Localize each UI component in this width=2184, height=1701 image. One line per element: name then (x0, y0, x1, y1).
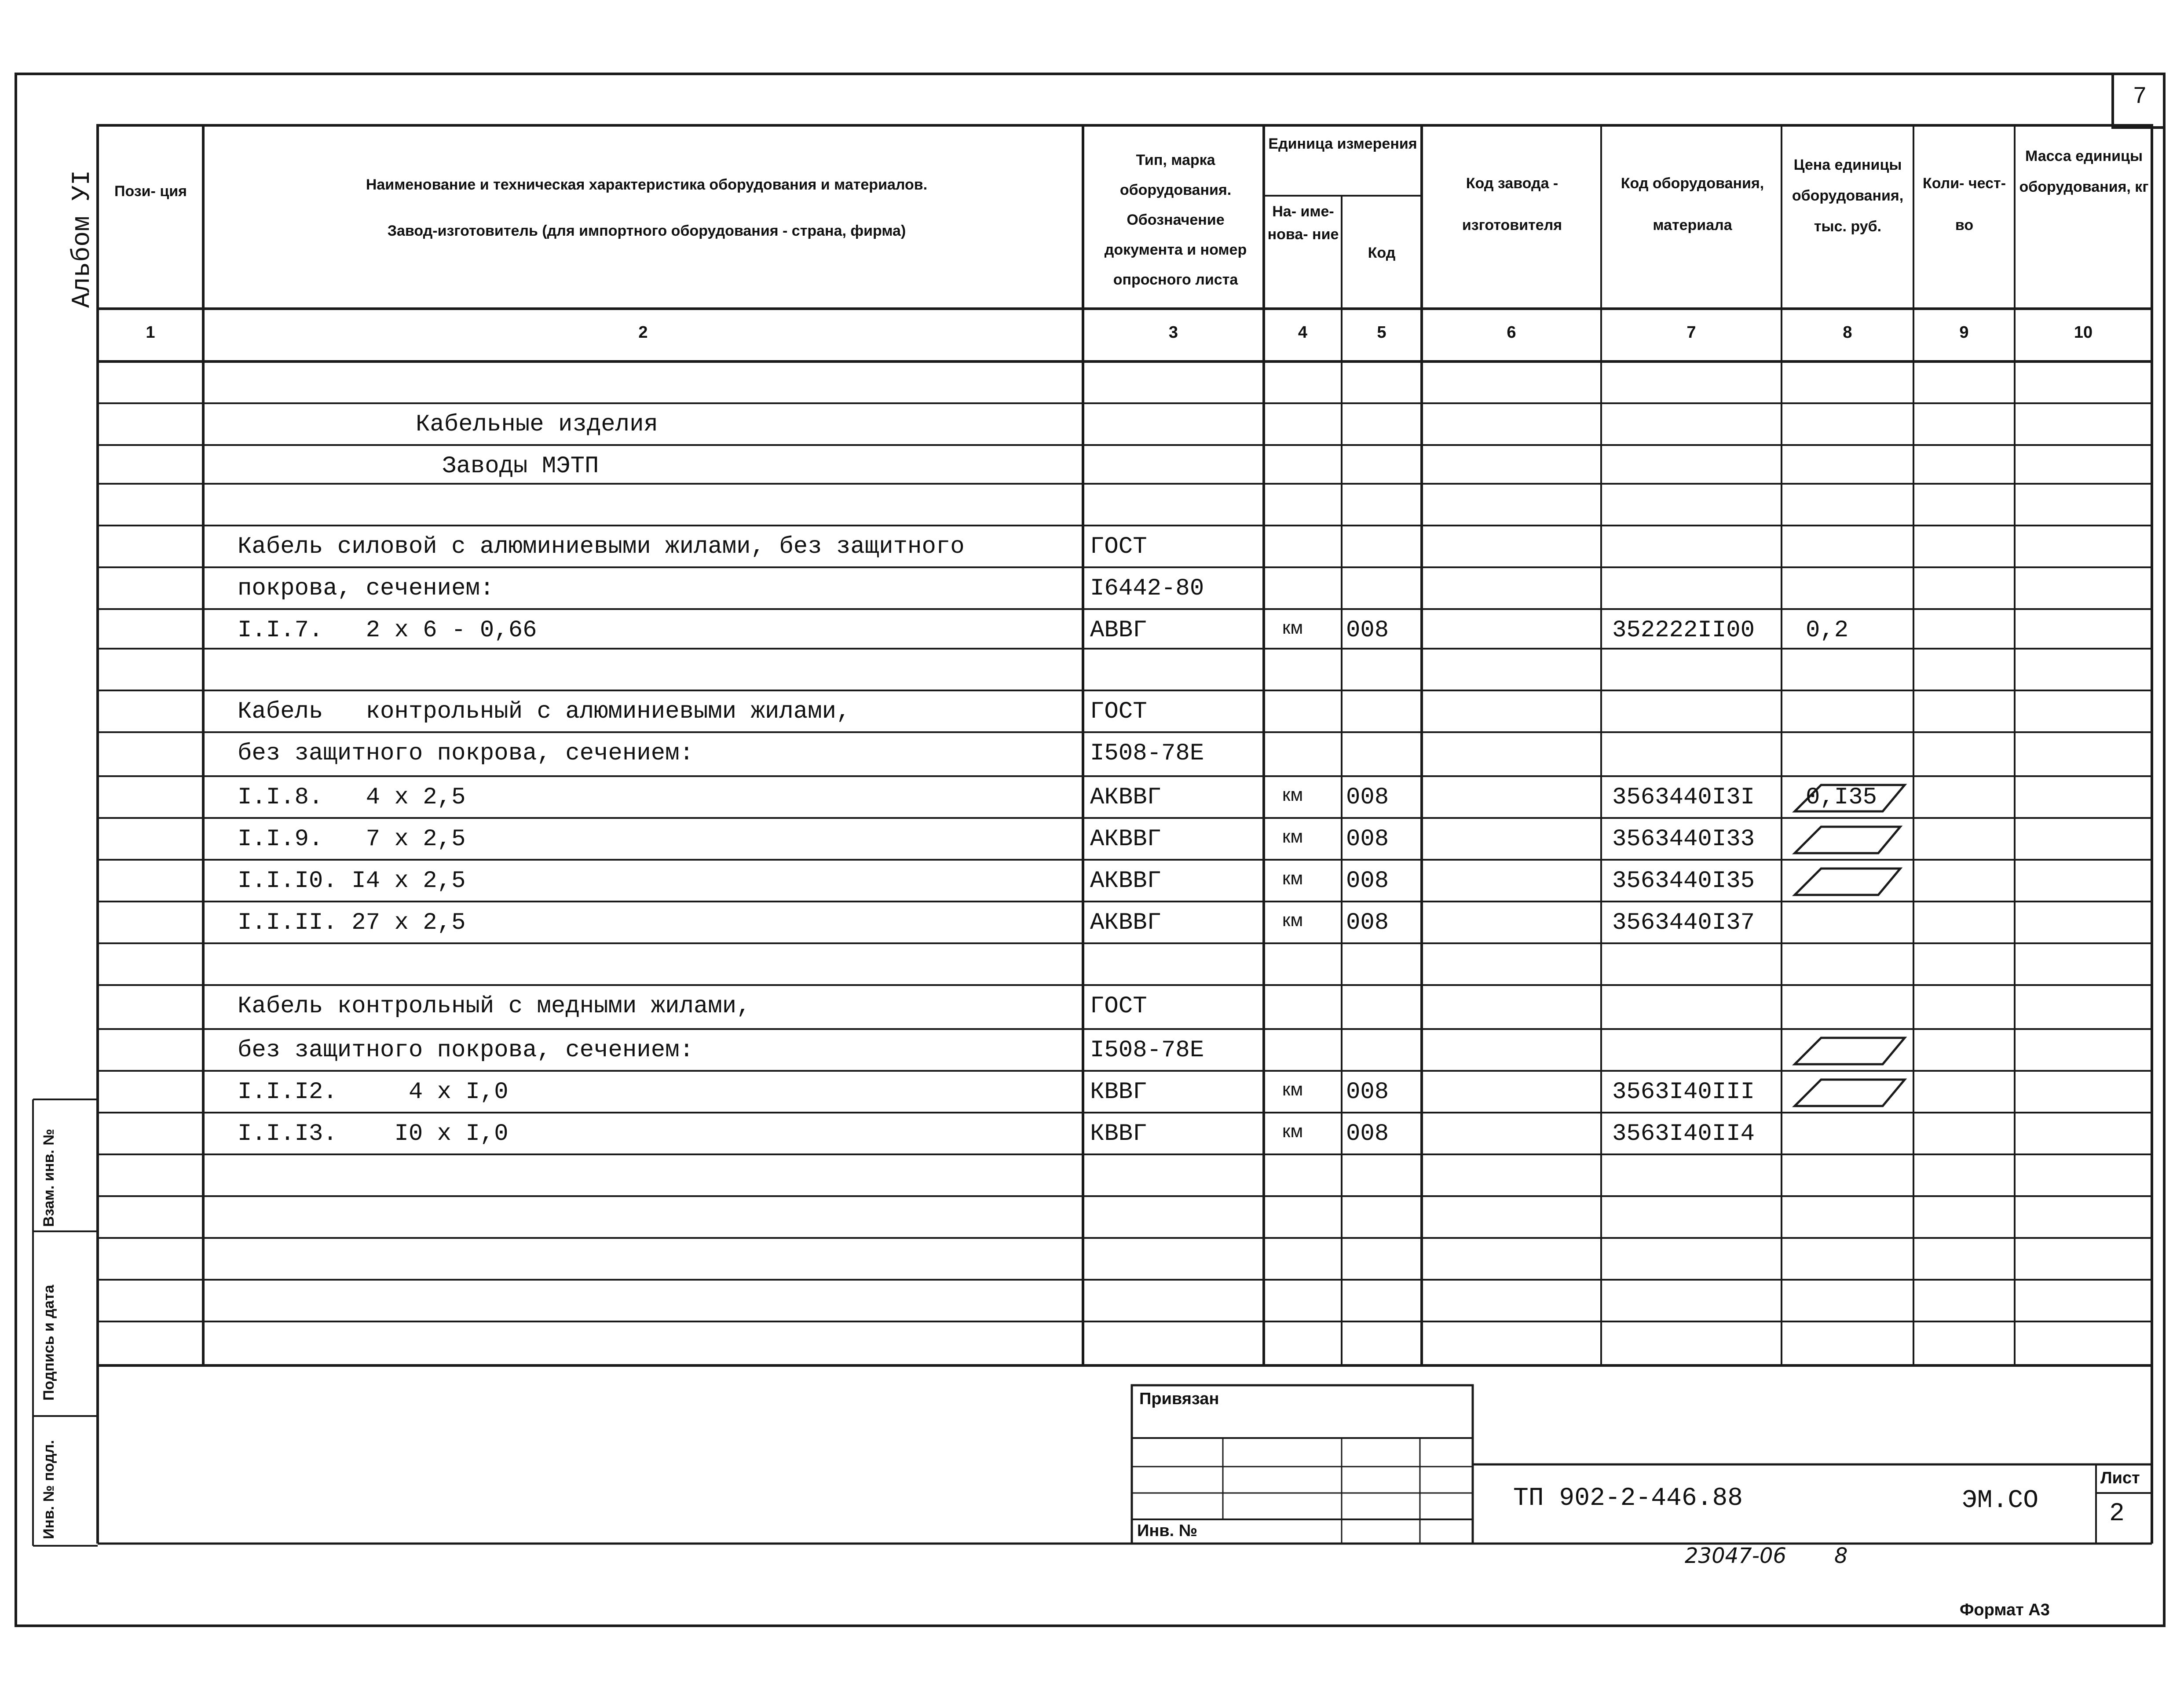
row-name: покрова, сечением: (238, 575, 494, 602)
col-number-5: 5 (1377, 323, 1386, 342)
col-number-2: 2 (638, 323, 648, 342)
row-unit: км (1282, 909, 1303, 930)
row-name: I.I.7. 2 x 6 - 0,66 (238, 617, 537, 644)
row-type: АВВГ (1090, 617, 1147, 644)
col-number-3: 3 (1168, 323, 1178, 342)
row-name: I.I.I2. 4 x I,0 (238, 1079, 509, 1106)
row-unit-code: 008 (1346, 784, 1389, 811)
row-name: I.I.II. 27 x 2,5 (238, 909, 466, 936)
price-dash-marks (1795, 785, 1905, 1106)
header-unit-code: Код (1368, 245, 1396, 261)
handwritten-number-2: 8 (1834, 1544, 1848, 1568)
header-factory-code: Код завода - изготовителя (1462, 175, 1562, 234)
row-name: Кабель силовой с алюминиевыми жилами, без защитного (238, 533, 965, 560)
header-name-line2: Завод-изготовитель (для импортного оборудования - страна, фирма) (387, 223, 906, 239)
handwritten-number: 23047-06 (1685, 1544, 1787, 1568)
row-type: ГОСТ (1090, 993, 1147, 1020)
row-type: I6442-80 (1090, 575, 1204, 602)
row-type: АКВВГ (1090, 784, 1162, 811)
stamp-sheet-value: 2 (2109, 1500, 2125, 1528)
col-number-9: 9 (1959, 323, 1969, 342)
row-type: АКВВГ (1090, 868, 1162, 894)
row-name: Кабельные изделия (416, 411, 658, 438)
row-name: Кабель контрольный с алюминиевыми жилами, (238, 698, 851, 725)
side-label-podpis: Подпись и дата (40, 1285, 57, 1401)
row-type: АКВВГ (1090, 909, 1162, 936)
header-mass: Масса единицы оборудования, кг (2019, 148, 2149, 195)
row-name: без защитного покрова, сечением: (238, 740, 694, 767)
row-price: 0,2 (1806, 617, 1849, 644)
row-unit: км (1282, 868, 1303, 888)
row-equipment-code: 3563440I33 (1612, 826, 1755, 853)
col-number-6: 6 (1507, 323, 1516, 342)
row-name: I.I.I3. I0 x I,0 (238, 1121, 509, 1147)
header-name-line1: Наименование и техническая характеристика оборудования и материалов. (366, 176, 928, 193)
col-number-8: 8 (1843, 323, 1852, 342)
col-number-10: 10 (2074, 323, 2093, 342)
row-type: ГОСТ (1090, 533, 1147, 560)
row-unit: км (1282, 617, 1303, 638)
row-equipment-code: 3563I40III (1612, 1079, 1755, 1106)
row-name: I.I.I0. I4 x 2,5 (238, 868, 466, 894)
row-equipment-code: 3563I40II4 (1612, 1121, 1755, 1147)
row-unit-code: 008 (1346, 1121, 1389, 1147)
header-equipment-code: Код оборудования, материала (1621, 175, 1764, 234)
row-name: Кабель контрольный с медными жилами, (238, 993, 751, 1020)
side-label-vzam: Взам. инв. № (40, 1128, 57, 1227)
row-equipment-code: 3563440I37 (1612, 909, 1755, 936)
row-unit-code: 008 (1346, 617, 1389, 644)
row-name: I.I.8. 4 x 2,5 (238, 784, 466, 811)
row-unit: км (1282, 1079, 1303, 1099)
header-position: Пози- ция (114, 183, 187, 200)
row-equipment-code: 3563440I35 (1612, 868, 1755, 894)
header-unit-group: Единица измерения (1268, 135, 1417, 152)
stamp-doc-code: ТП 902-2-446.88 (1513, 1484, 1743, 1513)
col-number-1: 1 (146, 323, 155, 342)
row-equipment-code: 3563440I3I (1612, 784, 1755, 811)
row-type: КВВГ (1090, 1121, 1147, 1147)
row-equipment-code: 352222II00 (1612, 617, 1755, 644)
row-type: КВВГ (1090, 1079, 1147, 1106)
row-unit-code: 008 (1346, 1079, 1389, 1106)
sheet-number: 7 (2133, 83, 2146, 108)
row-name: I.I.9. 7 x 2,5 (238, 826, 466, 853)
side-label-inv-podl: Инв. № подл. (40, 1440, 57, 1539)
row-name: без защитного покрова, сечением: (238, 1037, 694, 1064)
stamp-attached: Привязан (1139, 1390, 1219, 1408)
row-unit-code: 008 (1346, 826, 1389, 853)
row-unit: км (1282, 784, 1303, 805)
stamp-sheet-label: Лист (2100, 1469, 2140, 1487)
row-unit: км (1282, 826, 1303, 847)
row-unit-code: 008 (1346, 909, 1389, 936)
row-unit-code: 008 (1346, 868, 1389, 894)
row-unit: км (1282, 1121, 1303, 1141)
row-type: АКВВГ (1090, 826, 1162, 853)
row-type: I508-78Е (1090, 1037, 1204, 1064)
album-label: Альбом УI (68, 170, 97, 308)
row-name: Заводы МЭТП (442, 453, 599, 480)
row-type: I508-78Е (1090, 740, 1204, 767)
header-unit-name: На- име- нова- ние (1267, 203, 1339, 243)
row-type: ГОСТ (1090, 698, 1147, 725)
format-label: Формат А3 (1960, 1601, 2050, 1619)
header-price: Цена единицы оборудования, тыс. руб. (1792, 157, 1904, 235)
col-number-7: 7 (1686, 323, 1696, 342)
row-price: 0,I35 (1806, 784, 1877, 811)
stamp-mark: ЭМ.СО (1962, 1486, 2039, 1515)
header-type: Тип, марка оборудования. Обозначение документа и номер опросного листа (1104, 152, 1247, 288)
stamp-inv-no: Инв. № (1137, 1522, 1198, 1540)
header-quantity: Коли- чест- во (1922, 175, 2006, 234)
col-number-4: 4 (1298, 323, 1308, 342)
